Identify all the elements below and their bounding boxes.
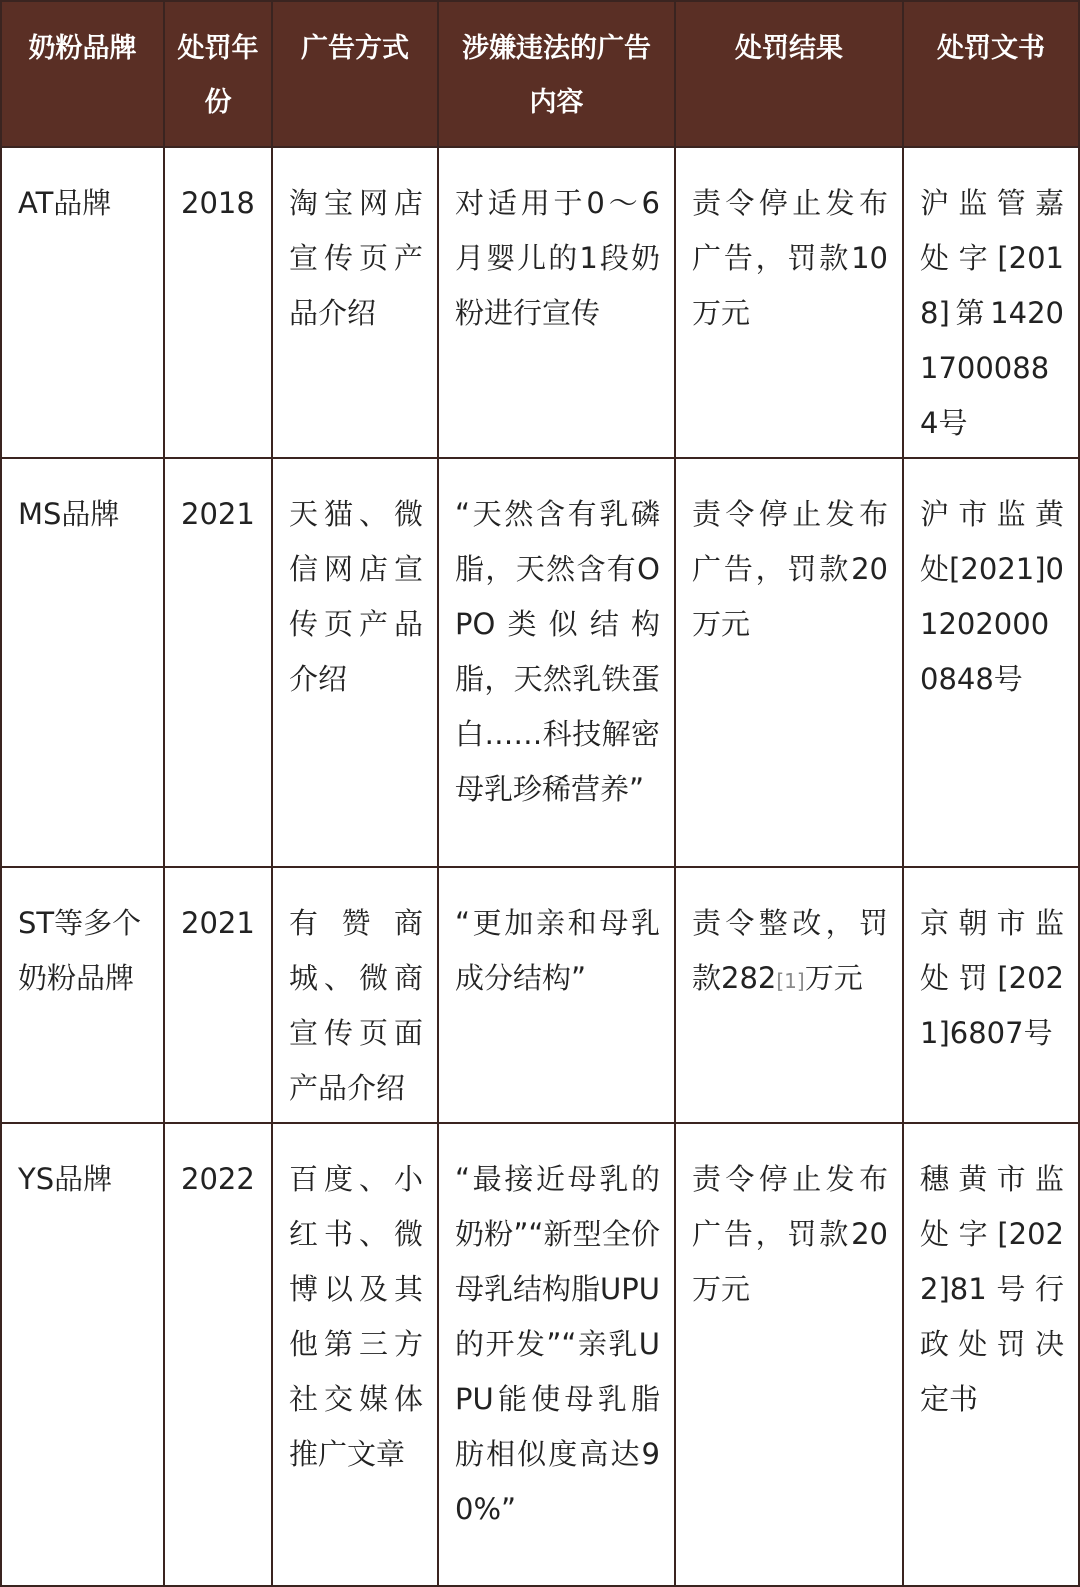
cell-ad-method: 淘宝网店宣传页产品介绍 — [272, 147, 438, 458]
footnote-ref-link[interactable]: [1] — [776, 969, 805, 993]
cell-ad-content: “更加亲和母乳成分结构” — [438, 867, 675, 1123]
cell-result: 责令停止发布广告，罚款20万元 — [675, 1123, 903, 1586]
table-row — [1, 147, 1079, 458]
cell-year: 2022 — [164, 1123, 272, 1586]
cell-brand: AT品牌 — [1, 147, 164, 458]
result-text-pre: 责令整改，罚款282 — [692, 906, 888, 995]
header-ad-content: 涉嫌违法的广告内容 — [438, 1, 675, 147]
table-row — [1, 1123, 1079, 1586]
table-row — [1, 458, 1079, 867]
cell-document: 沪市监黄处[2021]012020000848号 — [903, 458, 1079, 867]
cell-document: 沪监管嘉处字[2018]第142017000884号 — [903, 147, 1079, 458]
cell-ad-content: “最接近母乳的奶粉”“新型全价母乳结构脂UPU的开发”“亲乳UPU能使母乳脂肪相似度高达90%” — [438, 1123, 675, 1586]
header-brand: 奶粉品牌 — [1, 1, 164, 147]
cell-ad-method: 有赞商城、微商宣传页面产品介绍 — [272, 867, 438, 1123]
cell-document: 京朝市监处罚[2021]6807号 — [903, 867, 1079, 1123]
cell-ad-method: 百度、小红书、微博以及其他第三方社交媒体推广文章 — [272, 1123, 438, 1586]
cell-brand: ST等多个奶粉品牌 — [1, 867, 164, 1123]
header-ad-method: 广告方式 — [272, 1, 438, 147]
cell-result: 责令停止发布广告，罚款20万元 — [675, 458, 903, 867]
cell-brand: MS品牌 — [1, 458, 164, 867]
table-header-row — [1, 1, 1079, 147]
cell-ad-content: “天然含有乳磷脂，天然含有OPO类似结构脂，天然乳铁蛋白……科技解密母乳珍稀营养” — [438, 458, 675, 867]
header-document: 处罚文书 — [903, 1, 1079, 147]
cell-year: 2021 — [164, 867, 272, 1123]
header-result: 处罚结果 — [675, 1, 903, 147]
table-row — [1, 867, 1079, 1123]
cell-ad-method: 天猫、微信网店宣传页产品介绍 — [272, 458, 438, 867]
cell-brand: YS品牌 — [1, 1123, 164, 1586]
cell-year: 2021 — [164, 458, 272, 867]
cell-year: 2018 — [164, 147, 272, 458]
cell-ad-content: 对适用于0～6月婴儿的1段奶粉进行宣传 — [438, 147, 675, 458]
result-text-post: 万元 — [804, 961, 863, 995]
cell-document: 穗黄市监处字[2022]81号行政处罚决定书 — [903, 1123, 1079, 1586]
cell-result — [675, 867, 903, 1123]
header-year: 处罚年份 — [164, 1, 272, 147]
cell-result: 责令停止发布广告，罚款10万元 — [675, 147, 903, 458]
